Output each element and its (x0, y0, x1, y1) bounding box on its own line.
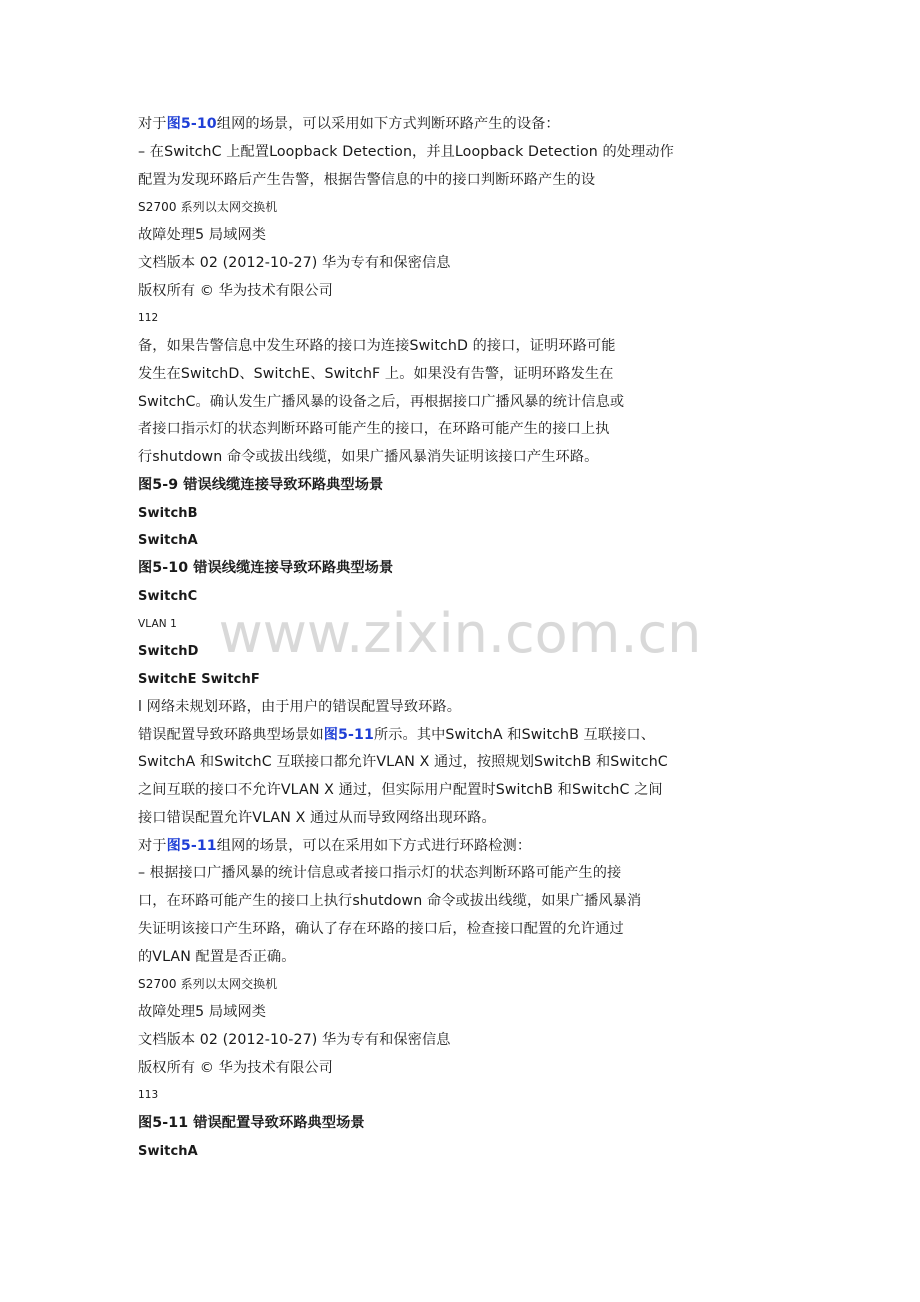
text-line (138, 389, 738, 417)
text-run: 112 (138, 312, 159, 325)
figure-caption (138, 472, 738, 500)
text-run: 对于 (138, 837, 167, 854)
text-line (138, 944, 738, 972)
text-run: 版权所有 © 华为技术有限公司 (138, 1059, 333, 1076)
text-line (138, 139, 738, 167)
text-run: 故障处理5 局域网类 (138, 1004, 267, 1020)
text-line (138, 860, 738, 888)
diagram-label (138, 527, 738, 555)
diagram-label (138, 500, 738, 528)
watermark: www.zixin.com.cn (218, 602, 702, 665)
text-line (138, 194, 738, 222)
text-run: 者接口指示灯的状态判断环路可能产生的接口，在环路可能产生的接口上执 (138, 421, 610, 438)
text-line (138, 167, 738, 195)
text-run: SwitchC。确认发生广播风暴的设备之后，再根据接口广播风暴的统计信息或 (138, 393, 625, 410)
text-run: 组网的场景，可以在采用如下方式进行环路检测： (216, 837, 532, 854)
text-line (138, 916, 738, 944)
text-run: 版权所有 © 华为技术有限公司 (138, 282, 333, 299)
figure-link[interactable]: 图5-10 (166, 116, 217, 132)
text-line (138, 1082, 738, 1110)
text-run: 图5-11 错误配置导致环路典型场景 (138, 1115, 365, 1131)
text-run: SwitchE SwitchF (138, 672, 260, 687)
diagram-label (138, 1138, 738, 1166)
text-run: SwitchA (138, 533, 198, 549)
text-line (138, 694, 738, 722)
text-run: 文档版本 02 (2012-10-27) 华为专有和保密信息 (138, 1031, 451, 1048)
text-run: VLAN 1 (138, 617, 177, 630)
text-line (138, 777, 738, 805)
text-run: SwitchA (138, 1143, 198, 1159)
diagram-label (138, 638, 738, 666)
text-line (138, 333, 738, 361)
text-run: S2700 系列以太网交换机 (138, 200, 278, 215)
diagram-label (138, 583, 738, 611)
figure-link[interactable]: 图5-11 (166, 837, 217, 854)
text-line (138, 971, 738, 999)
text-run: 组网的场景，可以采用如下方式判断环路产生的设备： (216, 116, 560, 132)
text-run: 所示。其中SwitchA 和SwitchB 互联接口、 (373, 726, 655, 743)
text-run: 错误配置导致环路典型场景如 (138, 726, 324, 743)
text-run: 文档版本 02 (2012-10-27) 华为专有和保密信息 (138, 254, 451, 271)
text-line (138, 999, 738, 1027)
text-run: 行shutdown 命令或拔出线缆，如果广播风暴消失证明该接口产生环路。 (138, 449, 599, 465)
text-line (138, 361, 738, 389)
text-line (138, 749, 738, 777)
text-run: 配置为发现环路后产生告警，根据告警信息的中的接口判断环路产生的设 (138, 171, 596, 188)
text-run: 对于 (138, 116, 167, 132)
text-run: S2700 系列以太网交换机 (138, 977, 278, 992)
text-run: 图5-9 错误线缆连接导致环路典型场景 (138, 476, 384, 493)
text-line (138, 1055, 738, 1083)
text-run: SwitchC (138, 588, 198, 604)
text-line (138, 222, 738, 250)
figure-link[interactable]: 图5-11 (323, 726, 374, 743)
text-run: 口，在环路可能产生的接口上执行shutdown 命令或拔出线缆，如果广播风暴消 (138, 893, 642, 909)
text-run: 发生在SwitchD、SwitchE、SwitchF 上。如果没有告警，证明环路发生在 (138, 365, 614, 382)
text-line (138, 444, 738, 472)
text-run: SwitchA 和SwitchC 互联接口都允许VLAN X 通过，按照规划SwitchB 和SwitchC (138, 754, 668, 771)
text-run: 故障处理5 局域网类 (138, 227, 267, 243)
text-line (138, 278, 738, 306)
text-run: 接口错误配置允许VLAN X 通过从而导致网络出现环路。 (138, 809, 496, 826)
text-run: SwitchB (138, 505, 198, 521)
figure-caption (138, 555, 738, 583)
text-run: 的VLAN 配置是否正确。 (138, 948, 296, 965)
text-line (138, 611, 738, 639)
text-line (138, 722, 738, 750)
text-run: SwitchD (138, 644, 199, 660)
text-line (138, 416, 738, 444)
text-run: 113 (138, 1089, 159, 1102)
text-line (138, 888, 738, 916)
text-line (138, 833, 738, 861)
document-body (138, 111, 738, 1166)
text-line (138, 805, 738, 833)
text-run: 失证明该接口产生环路，确认了存在环路的接口后，检查接口配置的允许通过 (138, 920, 624, 937)
text-run: 之间互联的接口不允许VLAN X 通过，但实际用户配置时SwitchB 和SwitchC 之间 (138, 782, 663, 798)
text-run: 图5-10 错误线缆连接导致环路典型场景 (138, 560, 394, 576)
text-run: – 根据接口广播风暴的统计信息或者接口指示灯的状态判断环路可能产生的接 (138, 865, 622, 882)
text-line (138, 305, 738, 333)
text-line (138, 250, 738, 278)
text-run: 备，如果告警信息中发生环路的接口为连接SwitchD 的接口，证明环路可能 (138, 338, 616, 354)
text-run: l 网络未规划环路，由于用户的错误配置导致环路。 (138, 698, 461, 715)
text-line (138, 1027, 738, 1055)
diagram-label (138, 666, 738, 694)
figure-caption (138, 1110, 738, 1138)
text-line (138, 111, 738, 139)
text-run: – 在SwitchC 上配置Loopback Detection，并且Loopback Detection 的处理动作 (138, 143, 674, 160)
